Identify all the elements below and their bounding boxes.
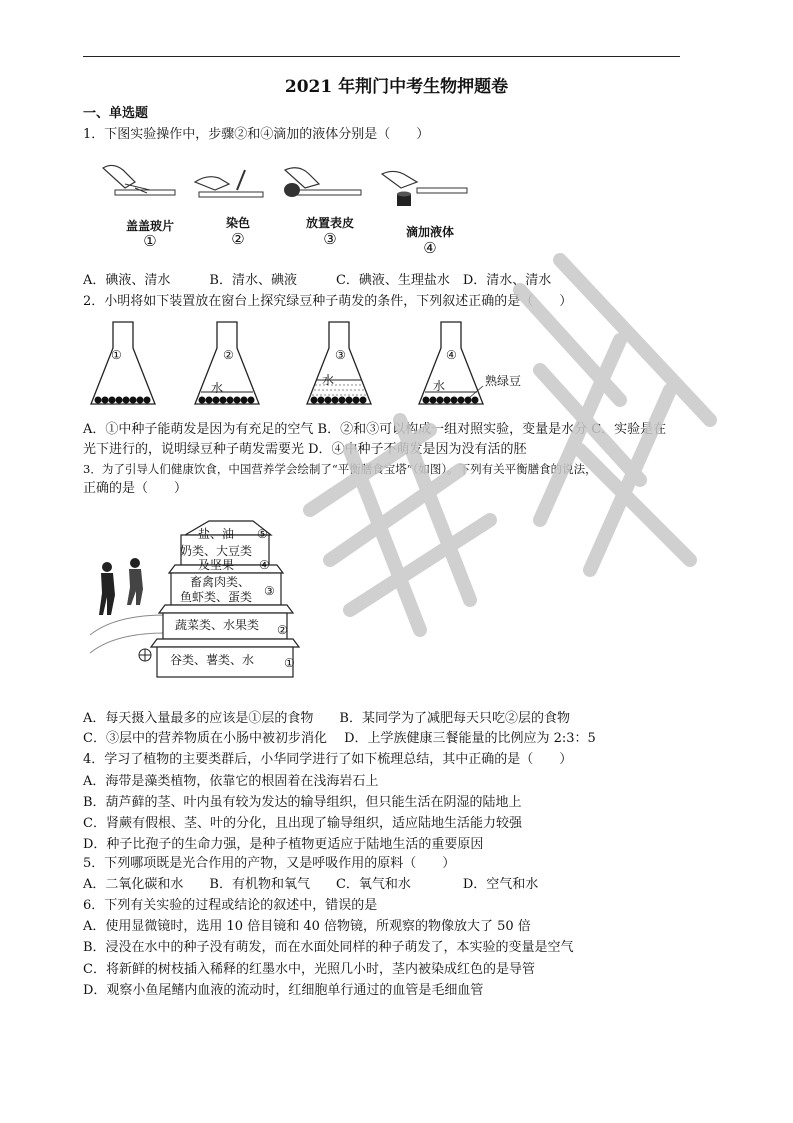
pagoda-num5: ⑤ [257,527,268,541]
q1-step3-num: ③ [323,230,337,248]
q1-step1-num: ① [143,232,157,250]
flask2-water-label: 水 [211,381,224,395]
q2-stem: 2．小明将如下装置放在窗台上探究绿豆种子萌发的条件，下列叙述正确的是（ ） [83,294,573,309]
q1-step1-label: 盖盖玻片 [125,219,174,233]
flask-3 [307,322,371,404]
pagoda-num1: ① [284,656,295,670]
step2-illustration [195,170,263,197]
step1-illustration [103,165,175,195]
flask-2 [195,322,259,404]
flask4-water-label: 水 [433,379,446,393]
step4-illustration [382,171,467,206]
q6-option-d: D．观察小鱼尾鳍内血液的流动时，红细胞单行通过的血管是毛细血管 [83,983,484,998]
runners-illustration [99,558,143,615]
flask-4 [419,322,483,404]
pagoda-num3: ③ [264,584,275,598]
q4-option-b: B．葫芦藓的茎、叶内虽有较为发达的输导组织，但只能生活在阴湿的陆地上 [83,795,522,810]
flask4-cooked-bean-label: 熟绿豆 [485,374,522,388]
pagoda-level3b: 鱼虾类、蛋类 [180,590,253,604]
q6-option-c: C．将新鲜的树枝插入稀释的红墨水中，光照几小时，茎内被染成红色的是导管 [83,962,535,977]
q2-options-line2: 光下进行的，说明绿豆种子萌发需要光 D．④中种子不萌发是因为没有活的胚 [83,442,527,457]
pagoda-num2: ② [277,623,288,637]
q1-step4-num: ④ [423,239,437,257]
q6-stem: 6．下列有关实验的过程或结论的叙述中，错误的是 [83,898,378,913]
q1-stem: 1．下图实验操作中，步骤②和④滴加的液体分别是（ ） [83,127,430,142]
pagoda-level5: 盐、油 [198,527,235,541]
pagoda-level3a: 畜禽肉类、 [190,575,251,589]
q4-option-a: A．海带是藻类植物，依靠它的根固着在浅海岩石上 [83,774,379,789]
q3-options-line1: A．每天摄入量最多的应该是①层的食物 B．某同学为了减肥每天只吃②层的食物 [83,711,570,726]
q1-step2-label: 染色 [225,216,250,230]
flask4-num: ④ [446,348,457,362]
pagoda-num4: ④ [259,558,270,572]
q3-stem-line1: 3．为了引导人们健康饮食，中国营养学会绘制了“平衡膳食宝塔”（如图）。下列有关平衡膳食的说法， [83,462,597,476]
q1-step4-label: 滴加液体 [405,225,454,239]
section-heading: 一、单选题 [83,106,149,121]
q1-options: A．碘液、清水 B．清水、碘液 C．碘液、生理盐水 D．清水、清水 [83,273,552,288]
q4-option-c: C．肾蕨有假根、茎、叶的分化，且出现了输导组织，适应陆地生活能力较强 [83,816,522,831]
pagoda-level4a: 奶类、大豆类 [180,544,253,558]
flask3-water-label: 水 [322,373,335,387]
q3-options-line2: C．③层中的营养物质在小肠中被初步消化 D．上学族健康三餐能量的比例应为 2:3：5 [83,731,596,746]
header-rule [83,56,680,57]
q6-option-b: B．浸没在水中的种子没有萌发，而在水面处同样的种子萌发了，本实验的变量是空气 [83,940,574,955]
q1-step3-label: 放置表皮 [305,216,354,230]
q3-stem-line2: 正确的是（ ） [83,481,188,496]
flask3-num: ③ [335,348,346,362]
q4-option-d: D．种子比孢子的生命力强，是种子植物更适应于陆地生活的重要原因 [83,837,484,852]
decor-flower [139,649,151,661]
q4-stem: 4．学习了植物的主要类群后，小华同学进行了如下梳理总结，其中正确的是（ ） [83,752,573,767]
q2-options-line1: A．①中种子能萌发是因为有充足的空气 B．②和③可以构成一组对照实验，变量是水分 C．实验是在 [83,422,667,437]
pagoda-level4b: 及坚果 [198,558,235,572]
page-title: 2021 年荆门中考生物押题卷 [284,77,509,97]
flask-1 [91,322,155,404]
q5-stem: 5．下列哪项既是光合作用的产物，又是呼吸作用的原料（ ） [83,856,456,871]
q6-option-a: A．使用显微镜时，选用 10 倍目镜和 40 倍物镜，所观察的物像放大了 50 倍 [83,919,531,934]
q2-flask-figure [85,318,525,410]
q5-options: A．二氧化碳和水 B．有机物和氧气 C．氧气和水 D．空气和水 [83,877,539,892]
pagoda-level1: 谷类、薯类、水 [170,653,255,667]
pagoda-level2: 蔬菜类、水果类 [175,618,260,632]
step3-illustration [284,168,361,197]
flask1-num: ① [111,348,122,362]
q1-step2-num: ② [231,230,245,248]
flask2-num: ② [223,348,234,362]
